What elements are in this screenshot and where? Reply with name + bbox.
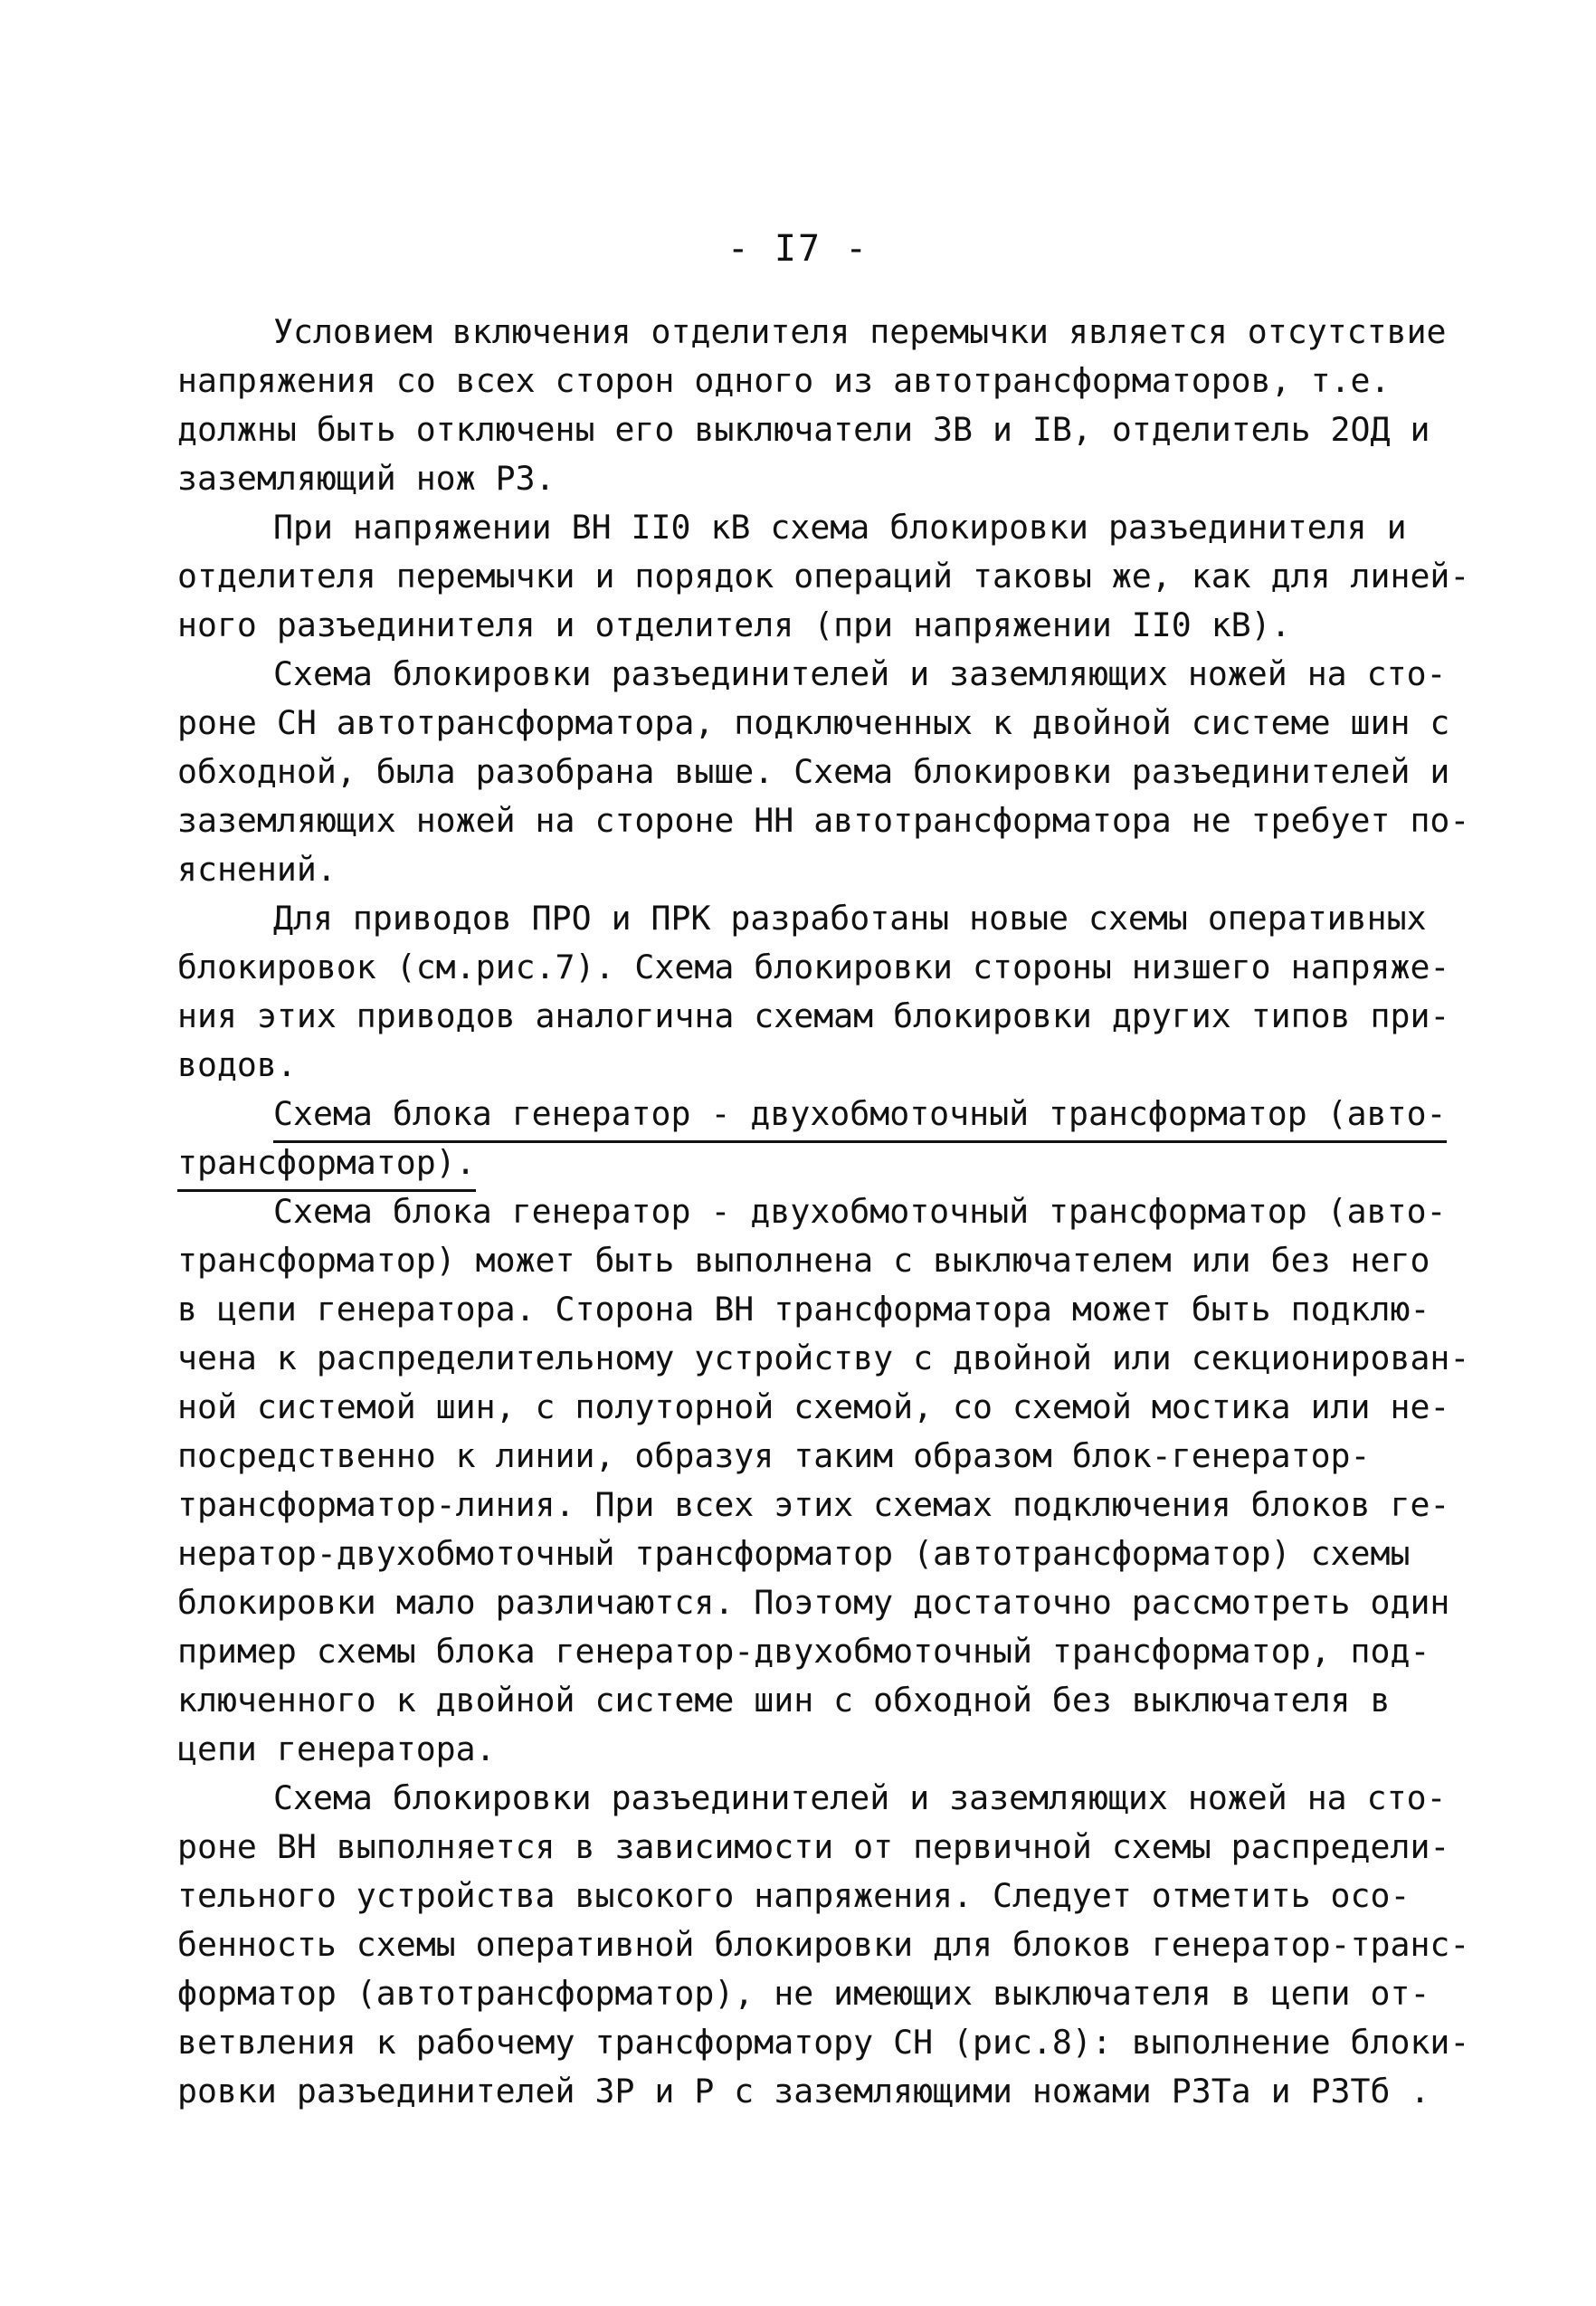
text-line: Схема блока генератор - двухобмоточный трансформатор (авто- bbox=[273, 1192, 1447, 1231]
text-line: обходной, была разобрана выше. Схема блокировки разъединителей и bbox=[177, 752, 1450, 791]
paragraph bbox=[177, 308, 1447, 503]
text-line: напряжения со всех сторон одного из автотрансформаторов, т.е. bbox=[177, 361, 1391, 400]
section-heading-line: трансформатор). bbox=[177, 1139, 476, 1192]
paragraph bbox=[177, 894, 1450, 1090]
paragraph bbox=[177, 503, 1470, 650]
text-line: водов. bbox=[177, 1045, 297, 1084]
text-line: ключенного к двойной системе шин с обходной без выключателя в bbox=[177, 1681, 1391, 1720]
text-line: ного разъединителя и отделителя (при напряжении II0 кВ). bbox=[177, 605, 1291, 644]
text-line: роне ВН выполняется в зависимости от первичной схемы распредели- bbox=[177, 1827, 1450, 1866]
text-line: посредственно к линии, образуя таким образом блок-генератор- bbox=[177, 1436, 1371, 1475]
text-line: Для приводов ПРО и ПРК разработаны новые схемы оперативных bbox=[273, 899, 1427, 938]
text-line: должны быть отключены его выключатели ЗВ и IВ, отделитель 2ОД и bbox=[177, 410, 1430, 449]
text-line: трансформатор) может быть выполнена с выключателем или без него bbox=[177, 1241, 1430, 1280]
text-line: ровки разъединителей ЗР и Р с заземляющими ножами РЗТа и РЗТб . bbox=[177, 2072, 1430, 2111]
text-line: форматор (автотрансформатор), не имеющих выключателя в цепи от- bbox=[177, 1974, 1430, 2013]
text-line: Схема блокировки разъединителей и заземляющих ножей на сто- bbox=[273, 1778, 1447, 1817]
text-line: При напряжении ВН II0 кВ схема блокировки разъединителя и bbox=[273, 508, 1407, 547]
paragraph bbox=[177, 1187, 1470, 1774]
text-line: отделителя перемычки и порядок операций таковы же, как для линей- bbox=[177, 557, 1470, 596]
text-line: ной системой шин, с полуторной схемой, со схемой мостика или не- bbox=[177, 1387, 1450, 1426]
text-line: бенность схемы оперативной блокировки для блоков генератор-транс- bbox=[177, 1925, 1470, 1964]
text-line: заземляющий нож РЗ. bbox=[177, 459, 556, 498]
text-line: тельного устройства высокого напряжения. Следует отметить осо- bbox=[177, 1876, 1411, 1915]
text-line: пример схемы блока генератор-двухобмоточный трансформатор, под- bbox=[177, 1632, 1430, 1671]
text-line: Условием включения отделителя перемычки является отсутствие bbox=[273, 312, 1447, 351]
section-heading-line: Схема блока генератор - двухобмоточный трансформатор (авто- bbox=[273, 1090, 1447, 1143]
text-line: заземляющих ножей на стороне НН автотрансформатора не требует по- bbox=[177, 801, 1470, 840]
text-line: яснений. bbox=[177, 850, 337, 889]
text-line: нератор-двухобмоточный трансформатор (автотрансформатор) схемы bbox=[177, 1534, 1411, 1573]
paragraph bbox=[177, 650, 1470, 894]
text-line: трансформатор-линия. При всех этих схемах подключения блоков ге- bbox=[177, 1485, 1450, 1524]
page-number: - I7 - bbox=[727, 228, 869, 270]
body-text bbox=[177, 308, 1470, 2116]
text-line: в цепи генератора. Сторона ВН трансформатора может быть подклю- bbox=[177, 1290, 1430, 1329]
text-line: роне СН автотрансформатора, подключенных к двойной системе шин с bbox=[177, 703, 1450, 742]
text-line: Схема блокировки разъединителей и заземляющих ножей на сто- bbox=[273, 654, 1447, 693]
text-line: цепи генератора. bbox=[177, 1730, 496, 1768]
text-line: чена к распределительному устройству с двойной или секционирован- bbox=[177, 1339, 1470, 1377]
text-line: блокировок (см.рис.7). Схема блокировки стороны низшего напряже- bbox=[177, 948, 1450, 986]
text-line: ния этих приводов аналогична схемам блокировки других типов при- bbox=[177, 996, 1450, 1035]
text-line: блокировки мало различаются. Поэтому достаточно рассмотреть один bbox=[177, 1583, 1450, 1622]
text-line: ветвления к рабочему трансформатору СН (рис.8): выполнение блоки- bbox=[177, 2023, 1470, 2062]
paragraph bbox=[177, 1774, 1470, 2116]
section-heading bbox=[177, 1090, 1447, 1187]
